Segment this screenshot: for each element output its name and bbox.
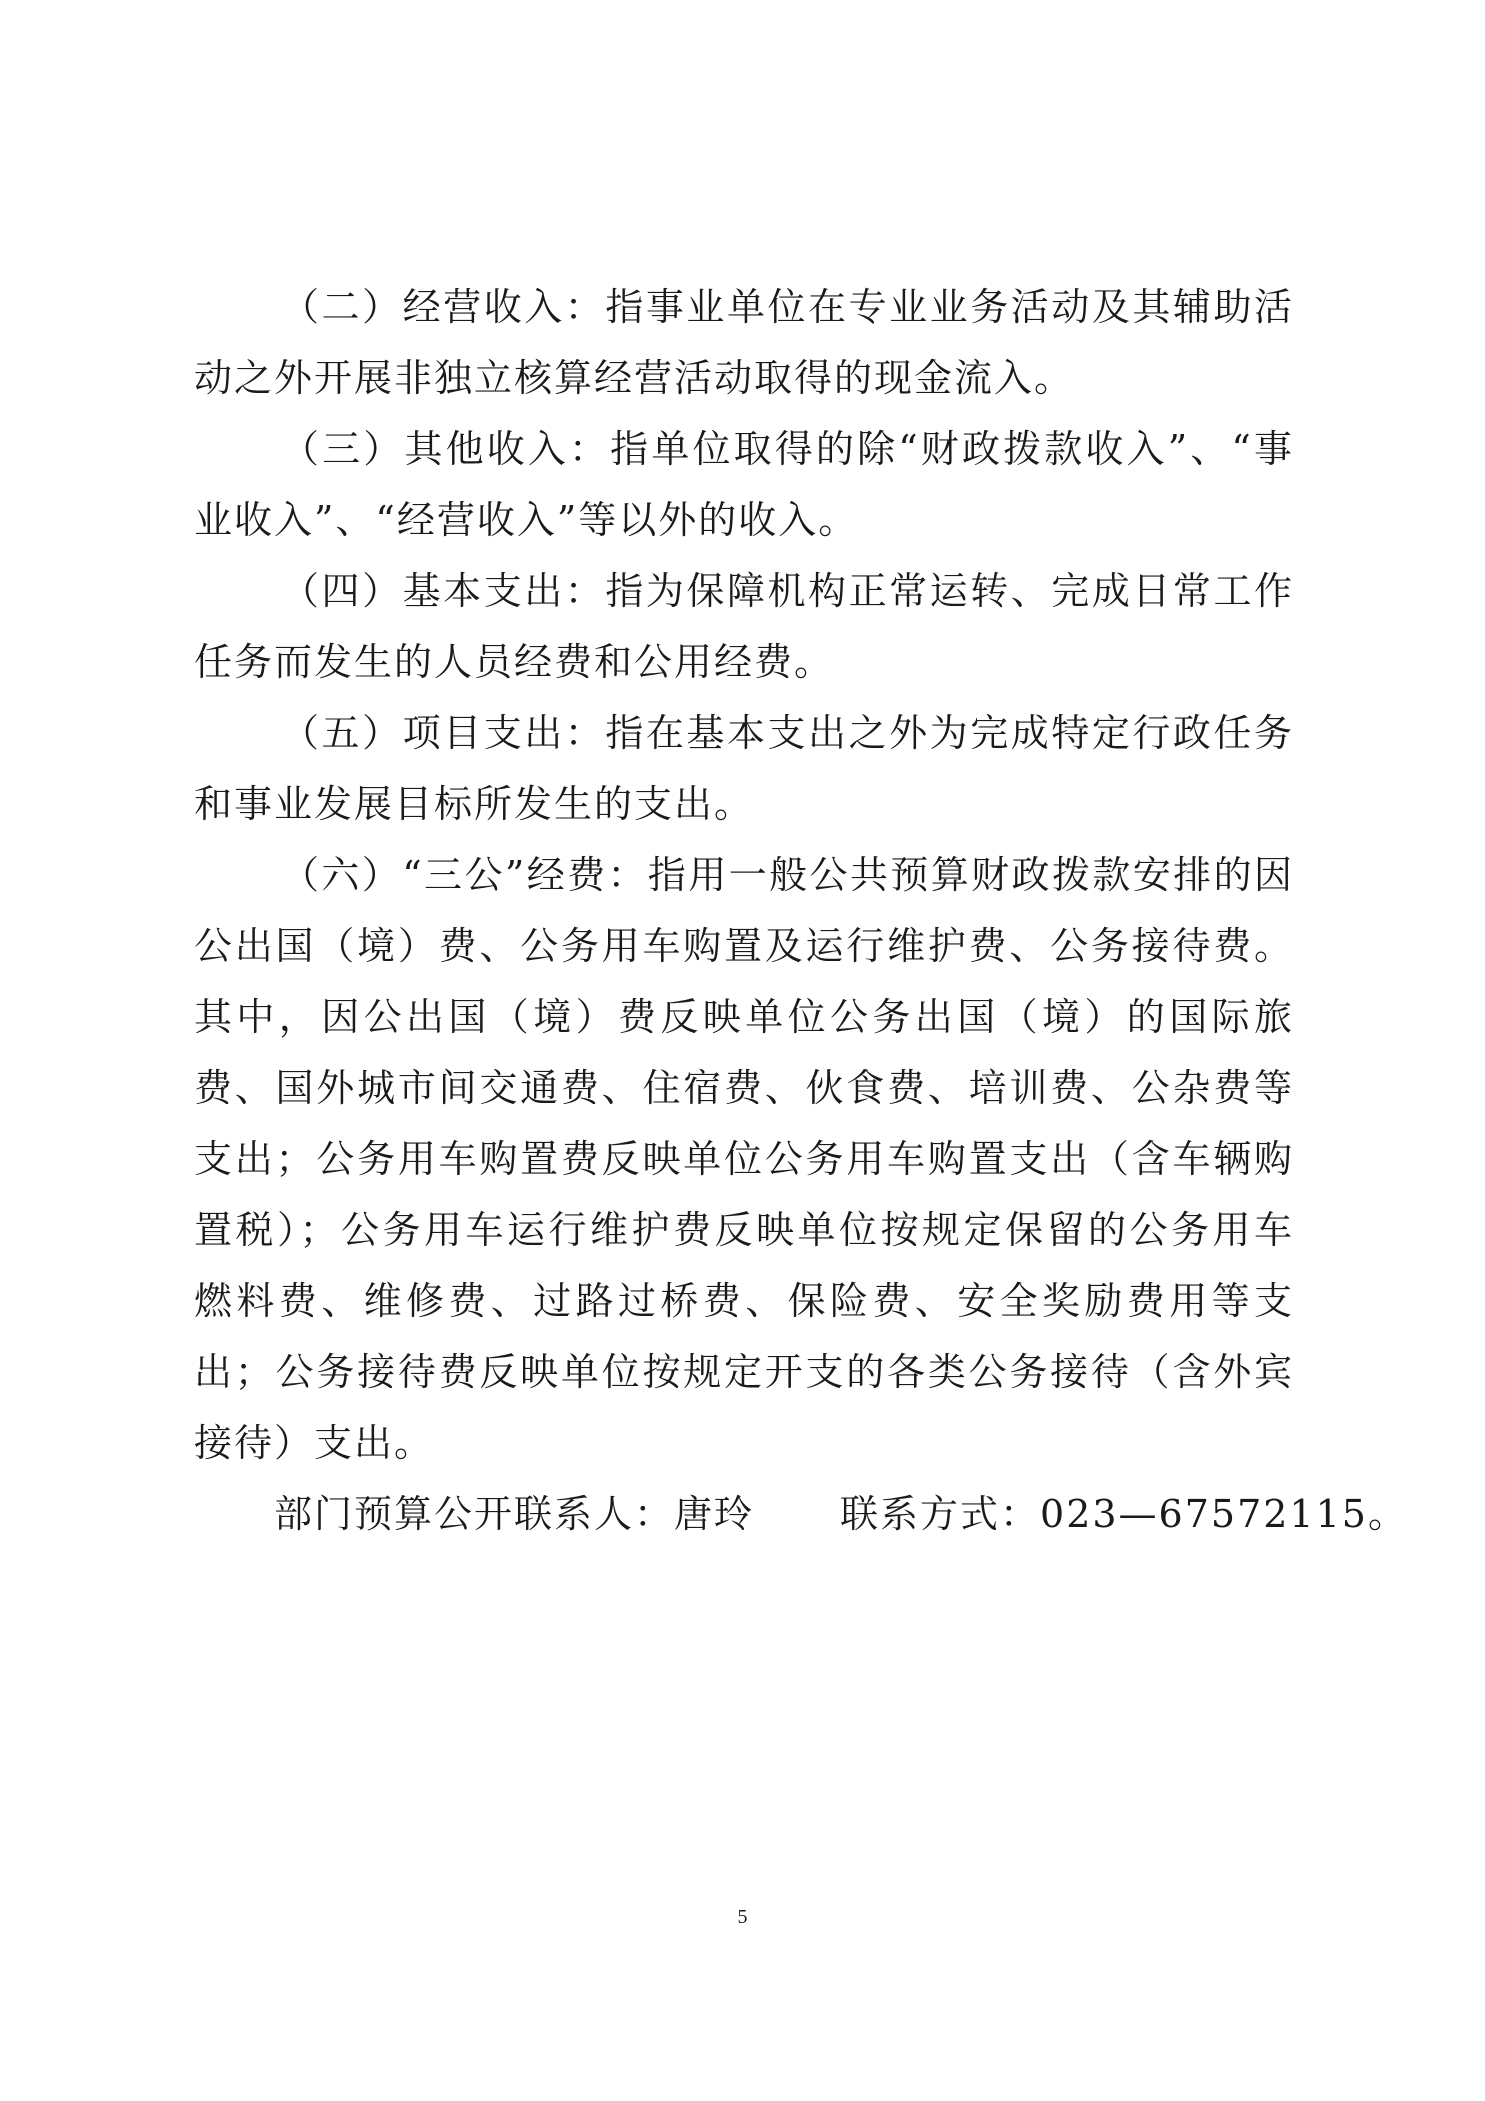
paragraph-three-public-expenses: （六）“三公”经费：指用一般公共预算财政拨款安排的因公出国（境）费、公务用车购置及运行维护费、公务接待费。其中，因公出国（境）费反映单位公务出国（境）的国际旅费、国外城市间交通费、住宿费、伙食费、培训费、公杂费等支出；公务用车购置费反映单位公务用车购置支出（含车辆购置税）；公务用车运行维护费反映单位按规定保留的公务用车燃料费、维修费、过路过桥费、保险费、安全奖励费用等支出；公务接待费反映单位按规定开支的各类公务接待（含外宾接待）支出。 — [194, 853, 1294, 1465]
contact-line — [194, 1479, 1408, 1550]
contact-method: 联系方式：023—67572115。 — [840, 1492, 1408, 1536]
paragraph-basic-expenditure: （四）基本支出：指为保障机构正常运转、完成日常工作任务而发生的人员经费和公用经费。 — [194, 569, 1294, 684]
page-number: 5 — [737, 1906, 748, 1928]
contact-person: 部门预算公开联系人：唐玲 — [274, 1492, 755, 1536]
paragraph-other-income: （三）其他收入：指单位取得的除“财政拨款收入”、“事业收入”、“经营收入”等以外的收入。 — [194, 427, 1294, 542]
document-body — [194, 272, 1408, 1550]
paragraph-operating-income: （二）经营收入：指事业单位在专业业务活动及其辅助活动之外开展非独立核算经营活动取得的现金流入。 — [194, 285, 1294, 400]
paragraph-project-expenditure: （五）项目支出：指在基本支出之外为完成特定行政任务和事业发展目标所发生的支出。 — [194, 711, 1294, 826]
